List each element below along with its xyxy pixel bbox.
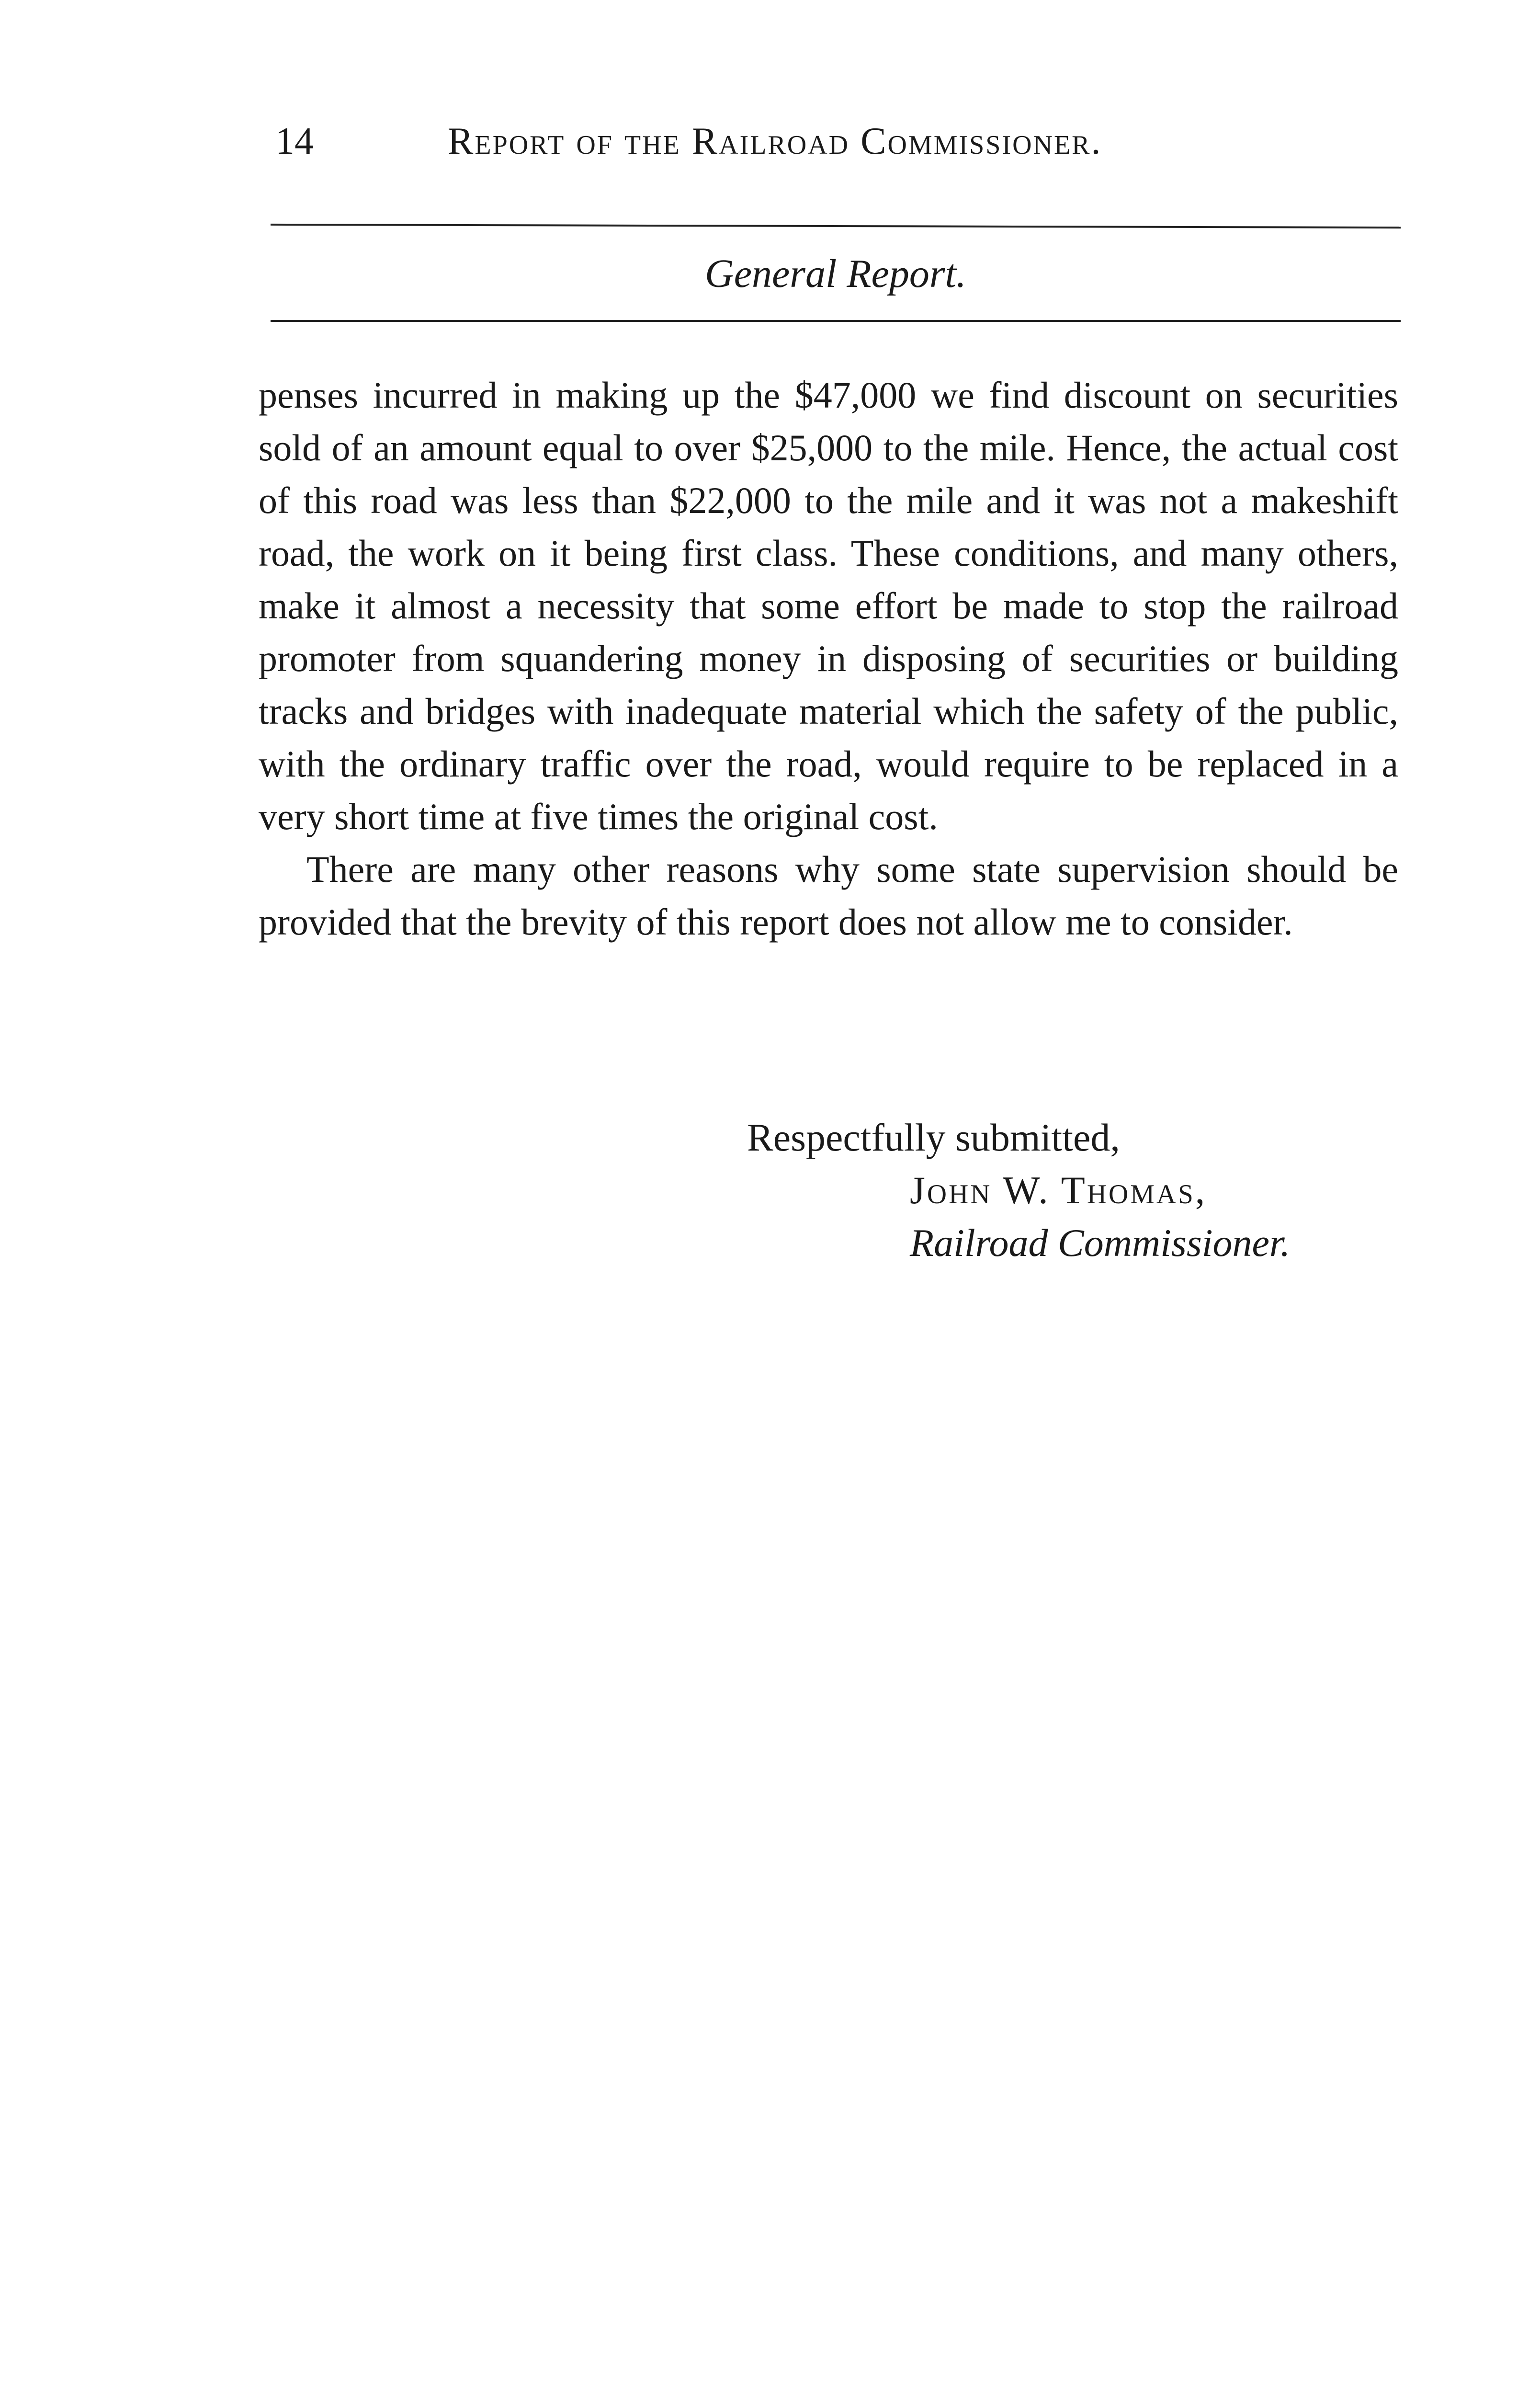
paragraph-1: penses incurred in making up the $47,000 we find discount on securities sold of an amount equal to over $25,000 to the mile. Hence, the actual cost of this road was less than $22,000 to the mile and it was not a makeshift road, the work on it being first class. These conditions, and many others, make it almost a necessity that some effort be made to stop the railroad promoter from squandering money in disposing of securities or building tracks and bridges with inadequate material which the safety of the public, with the ordinary traffic over the road, would require to be replaced in a very short time at five times the original cost. [259,374,1398,837]
signature-block [747,1111,1290,1269]
header-rule-bottom [271,320,1401,322]
page-number: 14 [275,120,314,162]
signature-title: Railroad Commissioner. [910,1221,1291,1265]
report-body [259,369,1398,948]
running-title: Report of the Railroad Commissioner. [448,120,1102,162]
header-rule-top [271,224,1401,228]
signature-closing: Respectfully submitted, [747,1116,1120,1159]
signature-name: John W. Thomas, [910,1168,1207,1212]
paragraph-2: There are many other reasons why some state supervision should be provided that the brevity of this report does not allow me to consider. [259,848,1398,943]
section-heading: General Report. [705,251,966,296]
